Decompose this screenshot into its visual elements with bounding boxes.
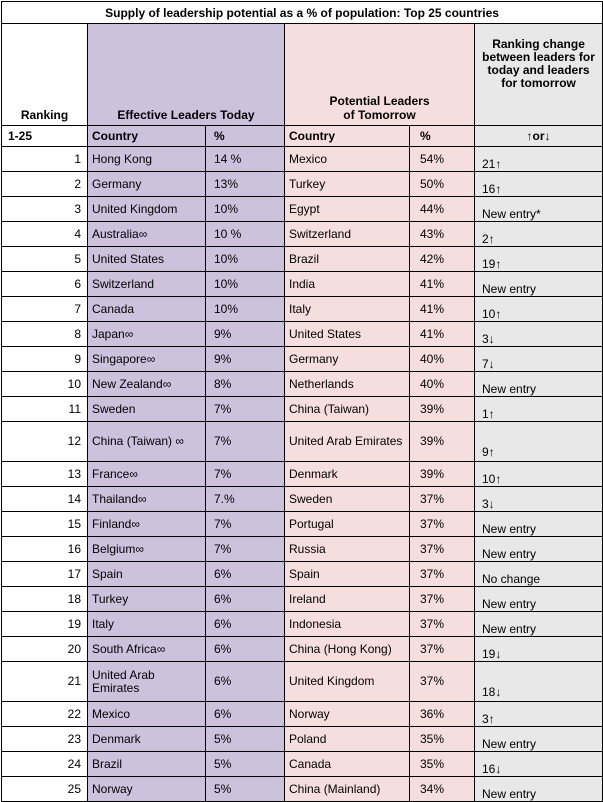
today-country-cell: Japan∞: [88, 322, 206, 347]
tomorrow-country-cell: Brazil: [285, 247, 410, 272]
today-pct-cell: 5%: [206, 752, 285, 777]
table-row: [2, 222, 603, 247]
today-country-cell: France∞: [88, 462, 206, 487]
change-cell: New entry*: [475, 197, 603, 222]
rank-cell: 12: [2, 422, 88, 462]
tomorrow-country-cell: Portugal: [285, 512, 410, 537]
today-country-cell: China (Taiwan) ∞: [88, 422, 206, 462]
rank-cell: 3: [2, 197, 88, 222]
rank-cell: 21: [2, 662, 88, 702]
today-country-cell: Norway: [88, 777, 206, 802]
tomorrow-country-cell: China (Taiwan): [285, 397, 410, 422]
table-row: [2, 727, 603, 752]
today-country-cell: Switzerland: [88, 272, 206, 297]
tomorrow-pct-cell: 39%: [410, 462, 475, 487]
today-pct-cell: 10%: [206, 272, 285, 297]
rank-cell: 19: [2, 612, 88, 637]
table-row: [2, 462, 603, 487]
tomorrow-country-cell: Canada: [285, 752, 410, 777]
change-cell: 21↑: [475, 147, 603, 172]
table-row: [2, 422, 603, 462]
today-pct-cell: 6%: [206, 637, 285, 662]
today-pct-cell: 7%: [206, 512, 285, 537]
table-row: [2, 397, 603, 422]
tomorrow-country-cell: China (Mainland): [285, 777, 410, 802]
change-cell: 1↑: [475, 397, 603, 422]
table-row: [2, 147, 603, 172]
table-row: [2, 512, 603, 537]
table-row: [2, 752, 603, 777]
today-country-cell: Hong Kong: [88, 147, 206, 172]
change-cell: 16↓: [475, 752, 603, 777]
rank-cell: 15: [2, 512, 88, 537]
rank-cell: 18: [2, 587, 88, 612]
change-cell: New entry: [475, 372, 603, 397]
today-pct-cell: 6%: [206, 587, 285, 612]
rank-cell: 10: [2, 372, 88, 397]
table-row: [2, 272, 603, 297]
rank-cell: 4: [2, 222, 88, 247]
tomorrow-country-cell: Egypt: [285, 197, 410, 222]
today-country-cell: Finland∞: [88, 512, 206, 537]
table-row: [2, 372, 603, 397]
tomorrow-country-cell: United Arab Emirates: [285, 422, 410, 462]
tomorrow-pct-cell: 37%: [410, 512, 475, 537]
today-country-cell: Spain: [88, 562, 206, 587]
tomorrow-pct-cell: 39%: [410, 422, 475, 462]
today-pct-cell: 6%: [206, 562, 285, 587]
change-cell: 18↓: [475, 662, 603, 702]
rank-cell: 17: [2, 562, 88, 587]
today-pct-cell: 10 %: [206, 222, 285, 247]
today-pct-cell: 6%: [206, 612, 285, 637]
tomorrow-country-cell: Switzerland: [285, 222, 410, 247]
tomorrow-pct-cell: 35%: [410, 752, 475, 777]
tomorrow-pct-cell: 37%: [410, 612, 475, 637]
change-cell: New entry: [475, 272, 603, 297]
change-cell: 16↑: [475, 172, 603, 197]
tomorrow-country-cell: Indonesia: [285, 612, 410, 637]
change-arrows-header: ↑or↓: [475, 126, 603, 147]
tomorrow-pct-cell: 43%: [410, 222, 475, 247]
rank-range-header: 1-25: [2, 126, 88, 147]
tomorrow-pct-cell: 40%: [410, 372, 475, 397]
today-pct-cell: 7%: [206, 397, 285, 422]
rank-cell: 14: [2, 487, 88, 512]
today-country-cell: New Zealand∞: [88, 372, 206, 397]
today-country-cell: Thailand∞: [88, 487, 206, 512]
today-country-cell: Germany: [88, 172, 206, 197]
tomorrow-pct-cell: 34%: [410, 777, 475, 802]
today-pct-cell: 10%: [206, 197, 285, 222]
today-pct-cell: 7%: [206, 462, 285, 487]
tomorrow-country-cell: United States: [285, 322, 410, 347]
today-pct-cell: 10%: [206, 247, 285, 272]
potential-leaders-header-text: Potential Leaders of Tomorrow: [329, 94, 430, 122]
today-country-cell: Turkey: [88, 587, 206, 612]
tomorrow-country-cell: Ireland: [285, 587, 410, 612]
tomorrow-pct-header: %: [410, 126, 475, 147]
tomorrow-pct-cell: 54%: [410, 147, 475, 172]
today-pct-cell: 7%: [206, 422, 285, 462]
today-pct-cell: 5%: [206, 777, 285, 802]
ranking-header: Ranking: [2, 24, 88, 126]
rank-cell: 7: [2, 297, 88, 322]
today-country-cell: Denmark: [88, 727, 206, 752]
tomorrow-pct-cell: 37%: [410, 537, 475, 562]
rank-cell: 13: [2, 462, 88, 487]
tomorrow-pct-cell: 40%: [410, 347, 475, 372]
effective-leaders-header: Effective Leaders Today: [88, 24, 285, 126]
rank-cell: 1: [2, 147, 88, 172]
tomorrow-pct-cell: 41%: [410, 297, 475, 322]
today-country-cell: Belgium∞: [88, 537, 206, 562]
table-row: [2, 322, 603, 347]
change-cell: New entry: [475, 587, 603, 612]
tomorrow-country-cell: Poland: [285, 727, 410, 752]
table-row: [2, 247, 603, 272]
rank-cell: 8: [2, 322, 88, 347]
tomorrow-country-cell: China (Hong Kong): [285, 637, 410, 662]
tomorrow-pct-cell: 35%: [410, 727, 475, 752]
leadership-table: [1, 1, 603, 802]
change-cell: New entry: [475, 777, 603, 802]
tomorrow-pct-cell: 37%: [410, 637, 475, 662]
potential-leaders-header: [285, 24, 475, 126]
today-pct-cell: 14 %: [206, 147, 285, 172]
rank-cell: 23: [2, 727, 88, 752]
change-cell: New entry: [475, 727, 603, 752]
today-country-cell: United States: [88, 247, 206, 272]
tomorrow-country-cell: Germany: [285, 347, 410, 372]
table-row: [2, 702, 603, 727]
tomorrow-country-header: Country: [285, 126, 410, 147]
today-country-cell: United Arab Emirates: [88, 662, 206, 702]
change-cell: 3↓: [475, 322, 603, 347]
today-country-cell: Italy: [88, 612, 206, 637]
change-cell: No change: [475, 562, 603, 587]
rank-cell: 2: [2, 172, 88, 197]
tomorrow-country-cell: Turkey: [285, 172, 410, 197]
change-cell: 9↑: [475, 422, 603, 462]
today-pct-cell: 8%: [206, 372, 285, 397]
tomorrow-country-cell: Denmark: [285, 462, 410, 487]
table-row: [2, 662, 603, 702]
table-row: [2, 562, 603, 587]
today-pct-cell: 10%: [206, 297, 285, 322]
today-country-cell: Canada: [88, 297, 206, 322]
ranking-change-header: Ranking change between leaders for today and leaders for tomorrow: [475, 24, 603, 126]
today-country-cell: Australia∞: [88, 222, 206, 247]
today-pct-cell: 9%: [206, 347, 285, 372]
change-cell: New entry: [475, 612, 603, 637]
tomorrow-pct-cell: 41%: [410, 272, 475, 297]
today-pct-cell: 7.%: [206, 487, 285, 512]
tomorrow-pct-cell: 37%: [410, 487, 475, 512]
tomorrow-pct-cell: 37%: [410, 662, 475, 702]
change-cell: 3↓: [475, 487, 603, 512]
tomorrow-pct-cell: 42%: [410, 247, 475, 272]
today-country-header: Country: [88, 126, 206, 147]
table-row: [2, 637, 603, 662]
today-pct-cell: 7%: [206, 537, 285, 562]
table-body: [2, 147, 603, 802]
tomorrow-pct-cell: 37%: [410, 562, 475, 587]
tomorrow-country-cell: Netherlands: [285, 372, 410, 397]
rank-cell: 20: [2, 637, 88, 662]
today-pct-cell: 6%: [206, 702, 285, 727]
tomorrow-country-cell: Spain: [285, 562, 410, 587]
rank-cell: 9: [2, 347, 88, 372]
tomorrow-country-cell: United Kingdom: [285, 662, 410, 702]
today-country-cell: Singapore∞: [88, 347, 206, 372]
change-cell: 19↑: [475, 247, 603, 272]
today-pct-cell: 6%: [206, 662, 285, 702]
rank-cell: 16: [2, 537, 88, 562]
today-pct-cell: 13%: [206, 172, 285, 197]
today-pct-cell: 9%: [206, 322, 285, 347]
table-title: Supply of leadership potential as a % of population: Top 25 countries: [2, 2, 603, 24]
rank-cell: 6: [2, 272, 88, 297]
table-row: [2, 612, 603, 637]
today-country-cell: United Kingdom: [88, 197, 206, 222]
tomorrow-pct-cell: 39%: [410, 397, 475, 422]
tomorrow-country-cell: India: [285, 272, 410, 297]
today-country-cell: South Africa∞: [88, 637, 206, 662]
today-pct-header: %: [206, 126, 285, 147]
tomorrow-pct-cell: 50%: [410, 172, 475, 197]
change-cell: 2↑: [475, 222, 603, 247]
table-row: [2, 172, 603, 197]
change-cell: 7↓: [475, 347, 603, 372]
change-cell: 19↓: [475, 637, 603, 662]
tomorrow-pct-cell: 41%: [410, 322, 475, 347]
rank-cell: 5: [2, 247, 88, 272]
tomorrow-pct-cell: 44%: [410, 197, 475, 222]
tomorrow-country-cell: Mexico: [285, 147, 410, 172]
tomorrow-country-cell: Italy: [285, 297, 410, 322]
table-row: [2, 297, 603, 322]
change-cell: 3↑: [475, 702, 603, 727]
table-row: [2, 487, 603, 512]
table-row: [2, 347, 603, 372]
change-cell: 10↑: [475, 462, 603, 487]
rank-cell: 22: [2, 702, 88, 727]
change-cell: 10↑: [475, 297, 603, 322]
table-row: [2, 197, 603, 222]
tomorrow-pct-cell: 37%: [410, 587, 475, 612]
change-cell: New entry: [475, 512, 603, 537]
table-row: [2, 587, 603, 612]
today-country-cell: Mexico: [88, 702, 206, 727]
tomorrow-country-cell: Norway: [285, 702, 410, 727]
rank-cell: 24: [2, 752, 88, 777]
rank-cell: 11: [2, 397, 88, 422]
today-country-cell: Sweden: [88, 397, 206, 422]
table-row: [2, 777, 603, 802]
tomorrow-country-cell: Russia: [285, 537, 410, 562]
table-row: [2, 537, 603, 562]
rank-cell: 25: [2, 777, 88, 802]
today-country-cell: Brazil: [88, 752, 206, 777]
today-pct-cell: 5%: [206, 727, 285, 752]
change-cell: New entry: [475, 537, 603, 562]
tomorrow-country-cell: Sweden: [285, 487, 410, 512]
tomorrow-pct-cell: 36%: [410, 702, 475, 727]
